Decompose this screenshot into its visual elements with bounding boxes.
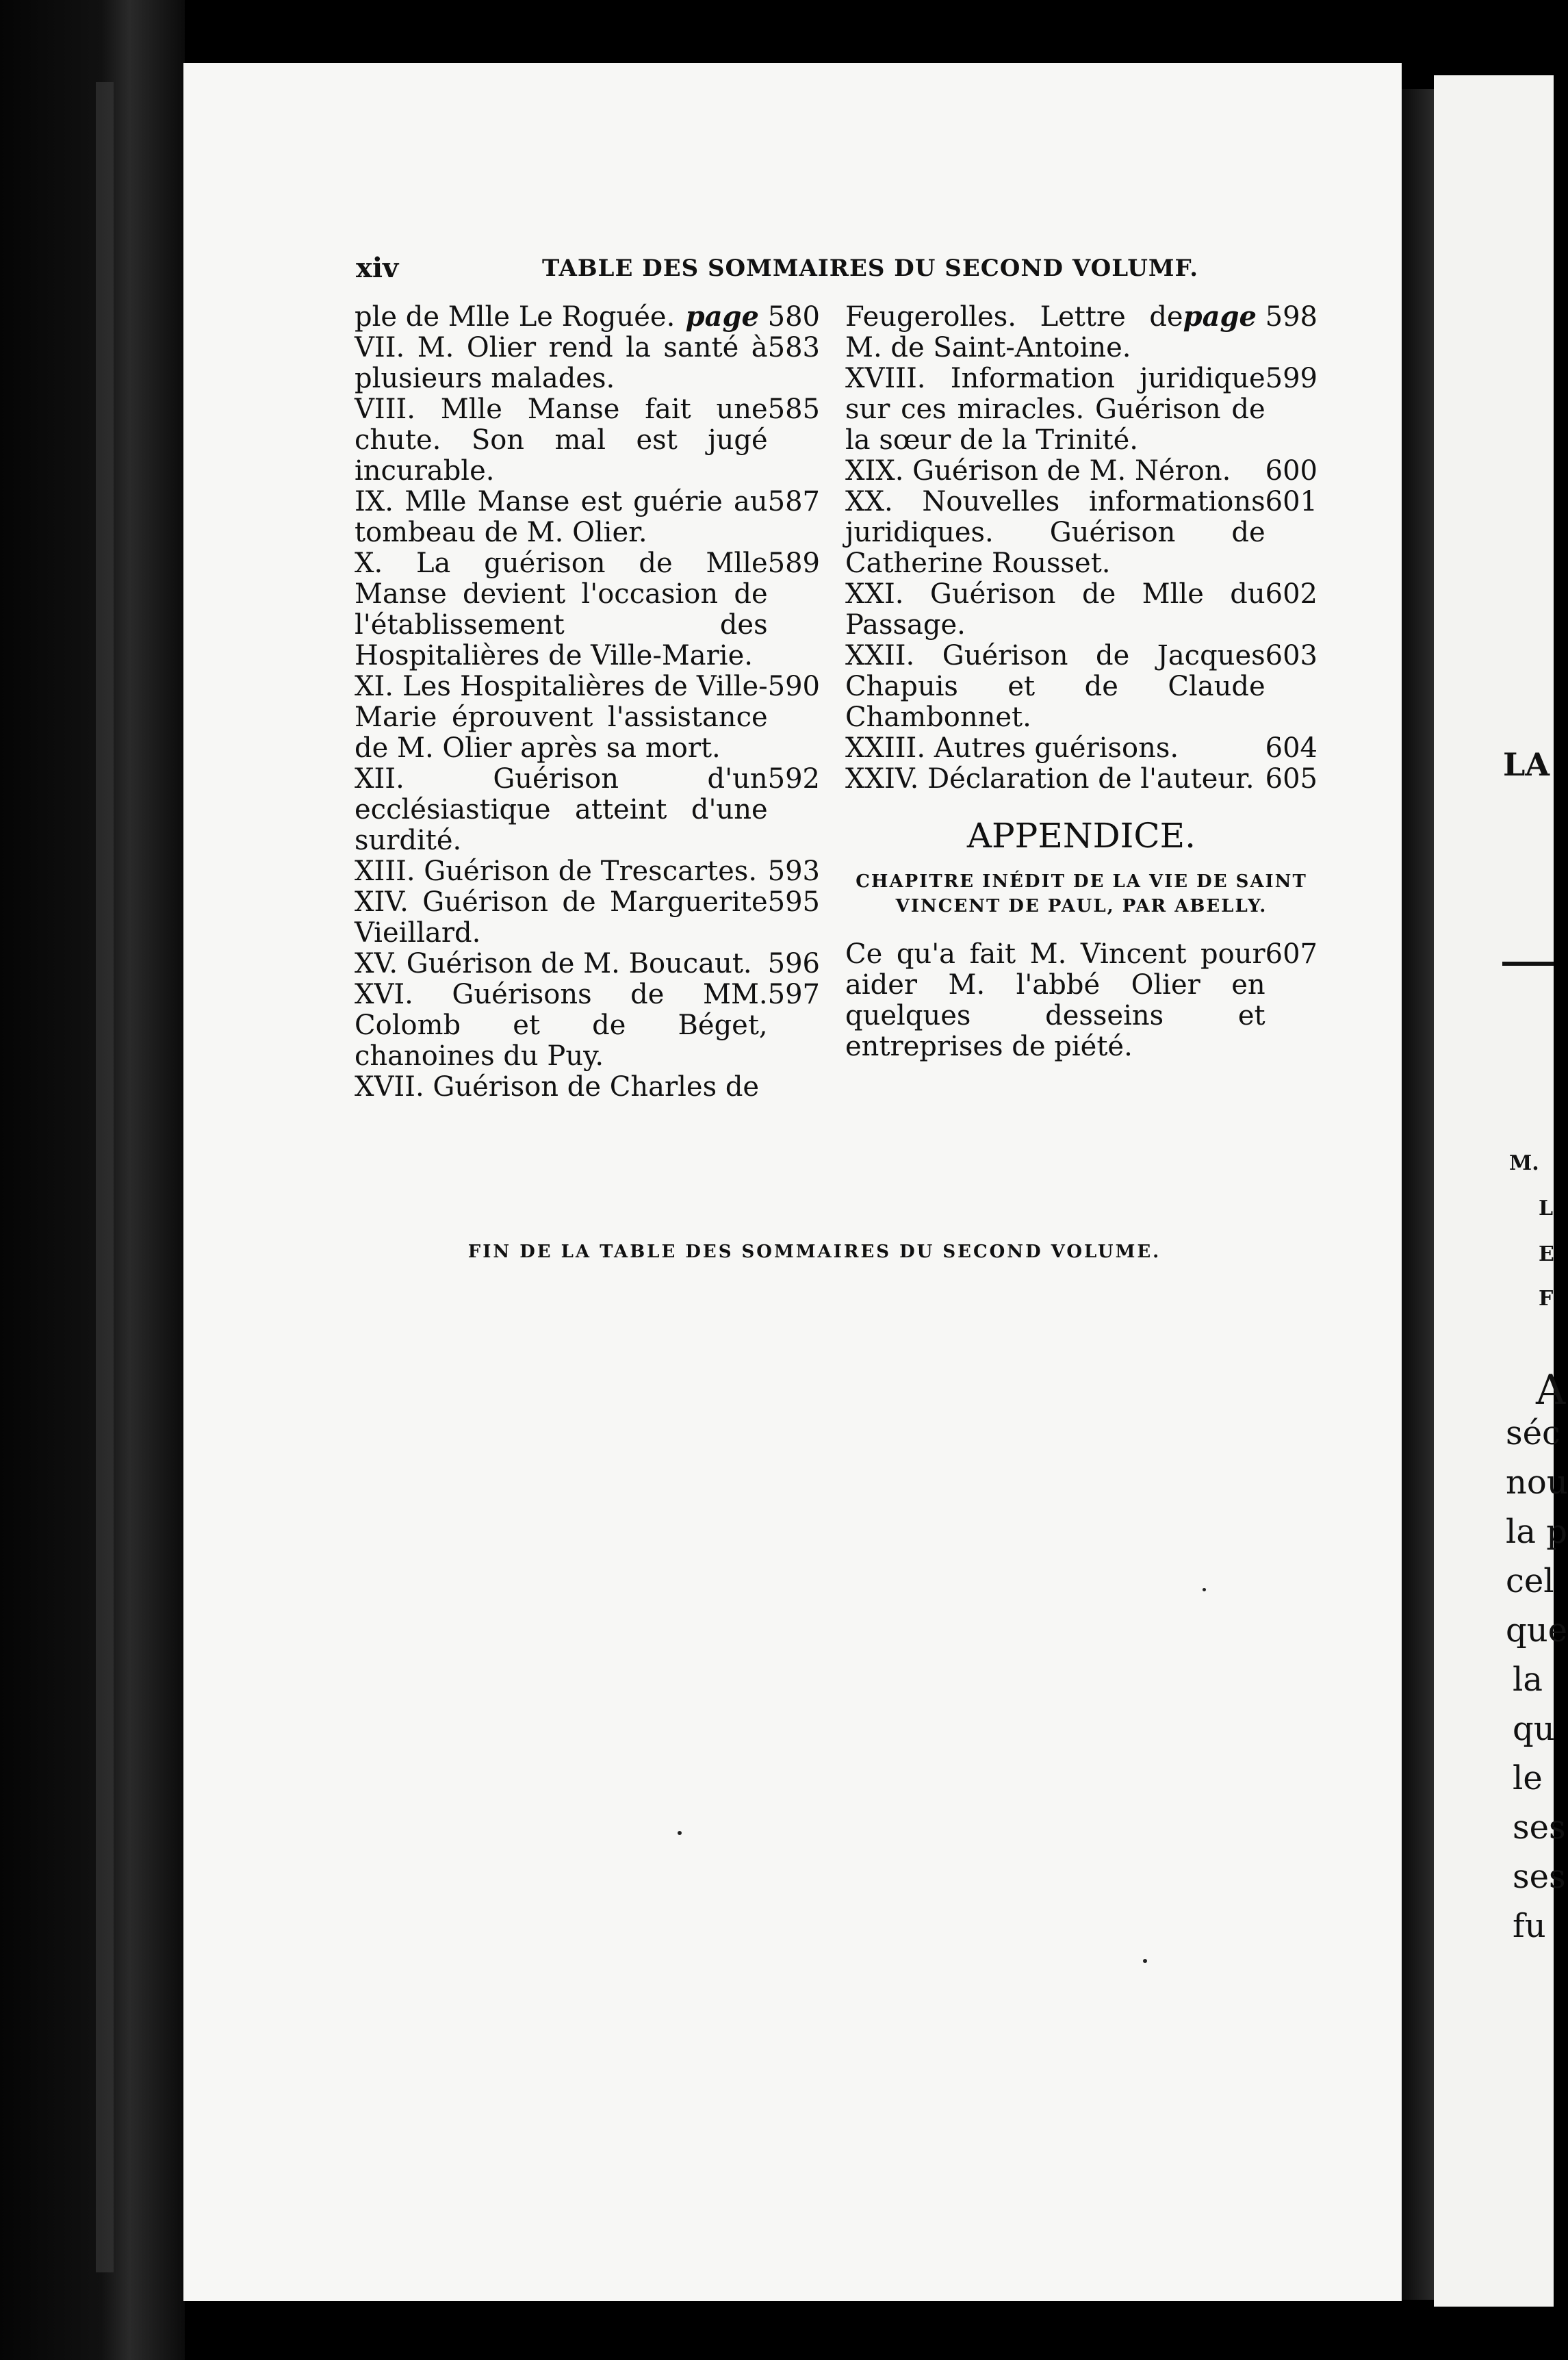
toc-page-number: 602 bbox=[1265, 578, 1318, 610]
toc-entry: Feugerolles. Lettre de M. de Saint-Antoine. page 598 bbox=[845, 300, 1318, 363]
toc-page-number: 595 bbox=[767, 886, 820, 918]
toc-entry: XXI. Guérison de Mlle du Passage. 602 bbox=[845, 578, 1318, 641]
toc-entry: XII. Guérison d'un ecclésiastique atteint d'une surdité. 592 bbox=[355, 763, 820, 856]
toc-page-number: 605 bbox=[1265, 763, 1318, 795]
toc-page-number: 599 bbox=[1265, 363, 1318, 394]
paper-speck bbox=[678, 1831, 682, 1835]
page-number: xiv bbox=[356, 252, 399, 284]
toc-entry: ple de Mlle Le Roguée. page 580 bbox=[355, 300, 820, 333]
toc-page-number: 600 bbox=[1265, 455, 1318, 487]
toc-page-number: 593 bbox=[767, 856, 820, 887]
toc-entry: XXIV. Déclaration de l'auteur. 605 bbox=[845, 763, 1318, 795]
facing-text-fragment: nou bbox=[1506, 1463, 1568, 1502]
toc-entry: VIII. Mlle Manse fait une chute. Son mal est jugé incurable. 585 bbox=[355, 394, 820, 487]
facing-text-fragment: qu bbox=[1513, 1710, 1555, 1748]
running-title: TABLE DES SOMMAIRES DU SECOND VOLUMF. bbox=[542, 255, 1199, 282]
appendix-subtitle: CHAPITRE INÉDIT DE LA VIE DE SAINT VINCENT DE PAUL, PAR ABELLY. bbox=[856, 871, 1307, 916]
toc-page-number: 590 bbox=[767, 671, 820, 702]
toc-entry: X. La guérison de Mlle Manse devient l'occasion de l'établissement des Hospitalières de Ville-Marie. 589 bbox=[355, 548, 820, 671]
toc-entry: XVII. Guérison de Charles de bbox=[355, 1071, 760, 1103]
toc-entry: IX. Mlle Manse est guérie au tombeau de M. Olier. 587 bbox=[355, 486, 820, 548]
paper-speck bbox=[1203, 1588, 1206, 1591]
toc-page-number: 592 bbox=[767, 763, 820, 795]
toc-entry: XX. Nouvelles informations juridiques. Guérison de Catherine Rousset. 601 bbox=[845, 486, 1318, 579]
facing-text-fragment: F bbox=[1539, 1287, 1554, 1311]
toc-page-number: 585 bbox=[767, 394, 820, 425]
toc-entry: Ce qu'a fait M. Vincent pour aider M. l'abbé Olier en quelques desseins et entreprises de piété. 607 bbox=[845, 938, 1318, 1062]
toc-entry: XIX. Guérison de M. Néron. 600 bbox=[845, 455, 1318, 487]
toc-entry: XI. Les Hospitalières de Ville-Marie éprouvent l'assistance de M. Olier après sa mort. 590 bbox=[355, 671, 820, 764]
facing-text-fragment: fu bbox=[1513, 1907, 1546, 1945]
toc-page-number: 580 bbox=[767, 301, 820, 333]
facing-rule bbox=[1502, 962, 1554, 966]
toc-page-number: 607 bbox=[1265, 938, 1318, 970]
facing-text-fragment: ses bbox=[1513, 1808, 1566, 1847]
book-spine-shadow bbox=[0, 0, 185, 2360]
facing-text-fragment: cel bbox=[1506, 1562, 1554, 1600]
toc-entry: XIV. Guérison de Marguerite Vieillard. 595 bbox=[355, 886, 820, 949]
facing-text-fragment: E bbox=[1539, 1242, 1554, 1266]
toc-entry: XXIII. Autres guérisons. 604 bbox=[845, 732, 1318, 764]
toc-left-column bbox=[355, 301, 820, 1103]
facing-text-fragment: la p bbox=[1506, 1513, 1567, 1551]
facing-text-fragment: séc bbox=[1506, 1414, 1560, 1452]
toc-entry: XIII. Guérison de Trescartes. 593 bbox=[355, 856, 820, 887]
toc-page-number: 598 bbox=[1265, 301, 1318, 333]
facing-text-fragment: M. bbox=[1509, 1151, 1539, 1175]
facing-text-fragment: A bbox=[1536, 1366, 1566, 1414]
toc-right-column bbox=[845, 301, 1318, 1062]
toc-page-number: 601 bbox=[1265, 486, 1318, 517]
toc-page-number: 589 bbox=[767, 548, 820, 579]
facing-text-fragment: ses bbox=[1513, 1858, 1566, 1896]
paper-speck bbox=[1143, 1959, 1147, 1963]
closing-line: FIN DE LA TABLE DES SOMMAIRES DU SECOND VOLUME. bbox=[467, 1242, 1161, 1262]
running-header bbox=[356, 252, 1341, 286]
facing-text-fragment: le bbox=[1513, 1759, 1543, 1797]
toc-page-number: 587 bbox=[767, 486, 820, 517]
appendix-heading: APPENDICE. bbox=[966, 816, 1196, 856]
spine-edge bbox=[96, 82, 114, 2272]
toc-entry: XVI. Guérisons de MM. Colomb et de Béget, chanoines du Puy. 597 bbox=[355, 979, 820, 1072]
toc-entry: XXII. Guérison de Jacques Chapuis et de Claude Chambonnet. 603 bbox=[845, 640, 1318, 733]
facing-text-fragment: L bbox=[1539, 1196, 1554, 1220]
toc-page-number: 583 bbox=[767, 332, 820, 363]
facing-text-fragment: que bbox=[1506, 1611, 1568, 1650]
facing-heading-fragment: LA bbox=[1503, 746, 1550, 783]
toc-entry: XVIII. Information juridique sur ces miracles. Guérison de la sœur de la Trinité. 599 bbox=[845, 363, 1318, 456]
toc-entry: XV. Guérison de M. Boucaut. 596 bbox=[355, 948, 820, 979]
facing-text-fragment: la bbox=[1513, 1660, 1543, 1699]
toc-page-number: 604 bbox=[1265, 732, 1318, 764]
toc-page-number: 596 bbox=[767, 948, 820, 979]
toc-entry: VII. M. Olier rend la santé à plusieurs malades. 583 bbox=[355, 332, 820, 394]
facing-page bbox=[1434, 75, 1554, 2307]
toc-page-number: 597 bbox=[767, 979, 820, 1010]
toc-page-number: 603 bbox=[1265, 640, 1318, 671]
